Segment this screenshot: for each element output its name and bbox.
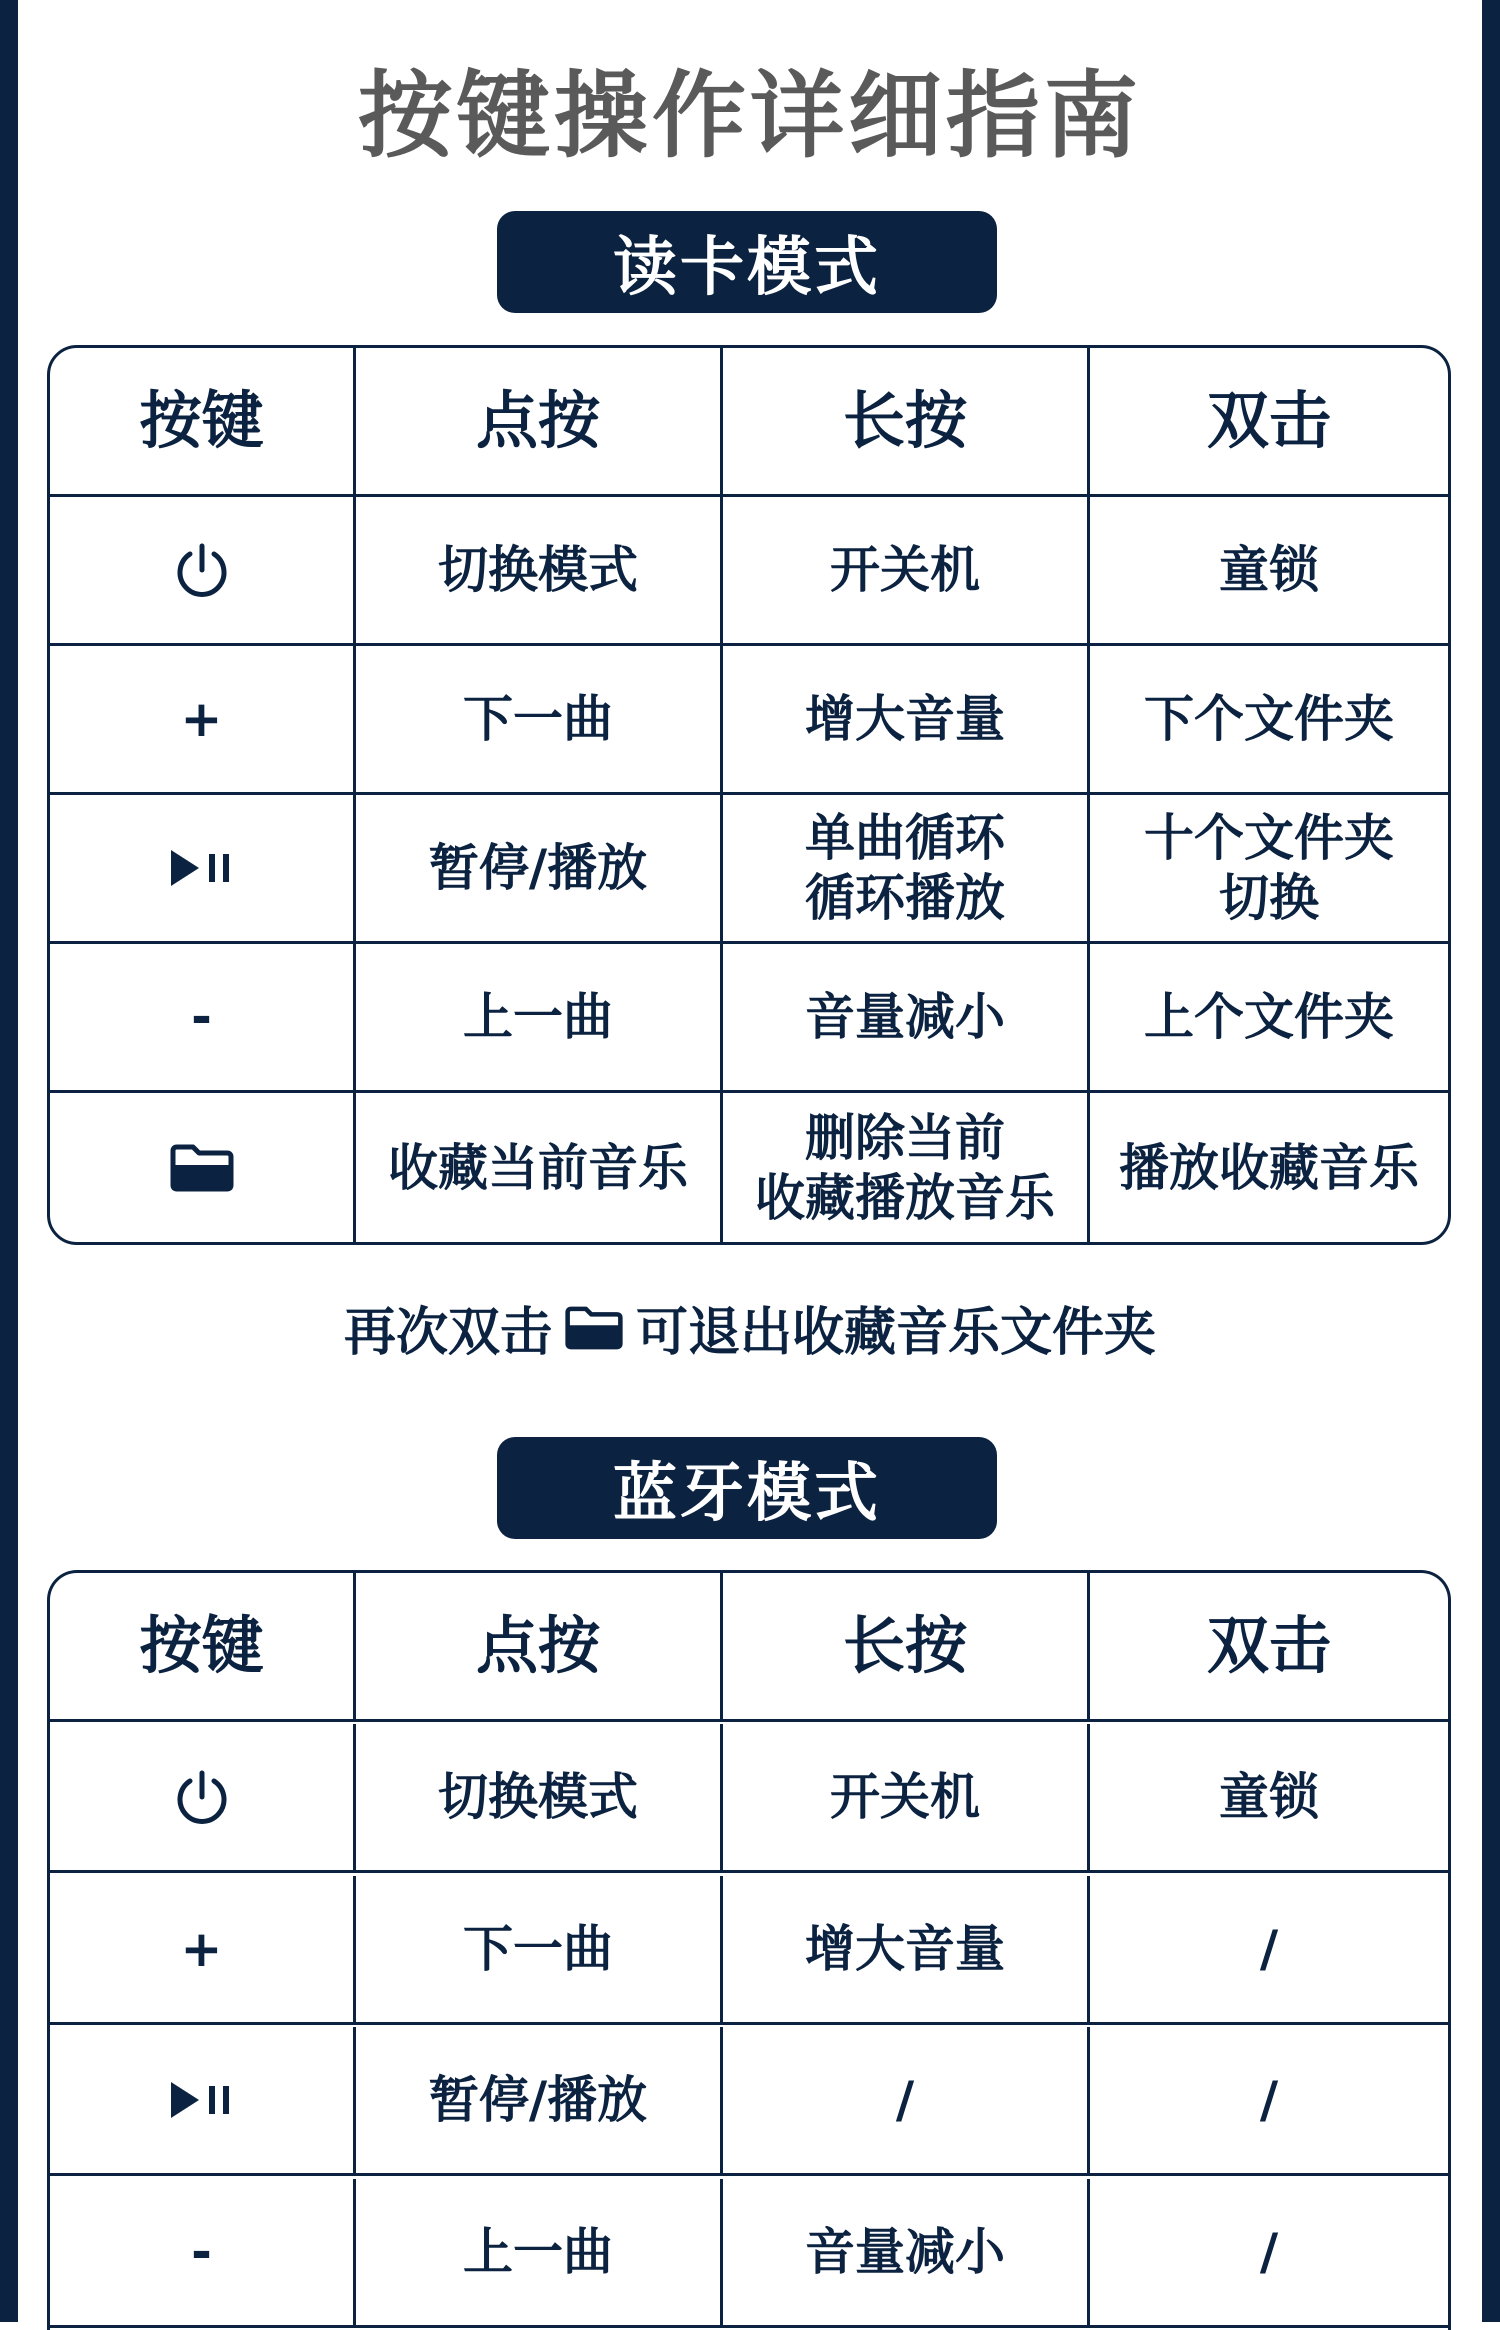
card-mode-table — [47, 345, 1451, 1245]
folder-icon — [564, 1305, 624, 1351]
header-double: 双击 — [1090, 1573, 1448, 1722]
play-pause-icon — [167, 2078, 237, 2122]
cell-double: / — [1090, 2179, 1448, 2328]
cell-double: / — [1090, 1876, 1448, 2025]
left-frame-bar — [0, 0, 18, 2322]
cell-double: 下个文件夹 — [1090, 646, 1448, 795]
key-plus: + — [50, 1876, 356, 2025]
cell-hold: 音量减小 — [723, 2179, 1090, 2328]
folder-icon — [169, 1143, 235, 1193]
power-icon — [173, 1768, 231, 1826]
cell-tap: 上一曲 — [356, 944, 723, 1093]
bluetooth-mode-table — [47, 1570, 1451, 2330]
section-badge-card-mode: 读卡模式 — [497, 211, 997, 313]
cell-hold: 增大音量 — [723, 646, 1090, 795]
key-play-pause — [50, 2027, 356, 2176]
header-hold: 长按 — [723, 348, 1090, 497]
key-plus: + — [50, 646, 356, 795]
cell-hold: 单曲循环 循环播放 — [723, 795, 1090, 944]
header-double: 双击 — [1090, 348, 1448, 497]
cell-hold: 删除当前 收藏播放音乐 — [723, 1093, 1090, 1242]
cell-tap: 下一曲 — [356, 1876, 723, 2025]
cell-tap: 暂停/播放 — [356, 2027, 723, 2176]
header-tap: 点按 — [356, 348, 723, 497]
cell-tap: 收藏当前音乐 — [356, 1093, 723, 1242]
cell-hold: 开关机 — [723, 497, 1090, 646]
key-power — [50, 1724, 356, 1873]
key-play-pause — [50, 795, 356, 944]
cell-double: 童锁 — [1090, 1724, 1448, 1873]
cell-tap: 上一曲 — [356, 2179, 723, 2328]
header-key: 按键 — [50, 348, 356, 497]
right-frame-bar — [1482, 0, 1500, 2322]
cell-tap: 切换模式 — [356, 1724, 723, 1873]
play-pause-icon — [167, 846, 237, 890]
header-key: 按键 — [50, 1573, 356, 1722]
cell-double: 播放收藏音乐 — [1119, 1138, 1419, 1197]
note-text-after: 可退出收藏音乐文件夹 — [636, 1303, 1157, 1363]
key-power — [50, 497, 356, 646]
note-text-before: 再次双击 — [343, 1303, 552, 1363]
exit-favorites-note — [0, 1290, 1500, 1365]
cell-double: 童锁 — [1090, 497, 1448, 646]
header-hold: 长按 — [723, 1573, 1090, 1722]
cell-hold: 开关机 — [723, 1724, 1090, 1873]
cell-tap: 暂停/播放 — [356, 795, 723, 944]
section-badge-bluetooth-mode: 蓝牙模式 — [497, 1437, 997, 1539]
cell-double: 上个文件夹 — [1090, 944, 1448, 1093]
key-minus: - — [50, 2179, 356, 2328]
cell-hold: 增大音量 — [723, 1876, 1090, 2025]
header-tap: 点按 — [356, 1573, 723, 1722]
cell-hold: 音量减小 — [723, 944, 1090, 1093]
cell-tap: 切换模式 — [356, 497, 723, 646]
cell-double: / — [1090, 2027, 1448, 2176]
key-folder — [50, 1093, 356, 1242]
power-icon — [173, 541, 231, 599]
cell-hold: / — [723, 2027, 1090, 2176]
page-title: 按键操作详细指南 — [357, 62, 1142, 171]
key-minus: - — [50, 944, 356, 1093]
cell-tap: 下一曲 — [356, 646, 723, 795]
cell-double: 十个文件夹 切换 — [1090, 795, 1448, 944]
